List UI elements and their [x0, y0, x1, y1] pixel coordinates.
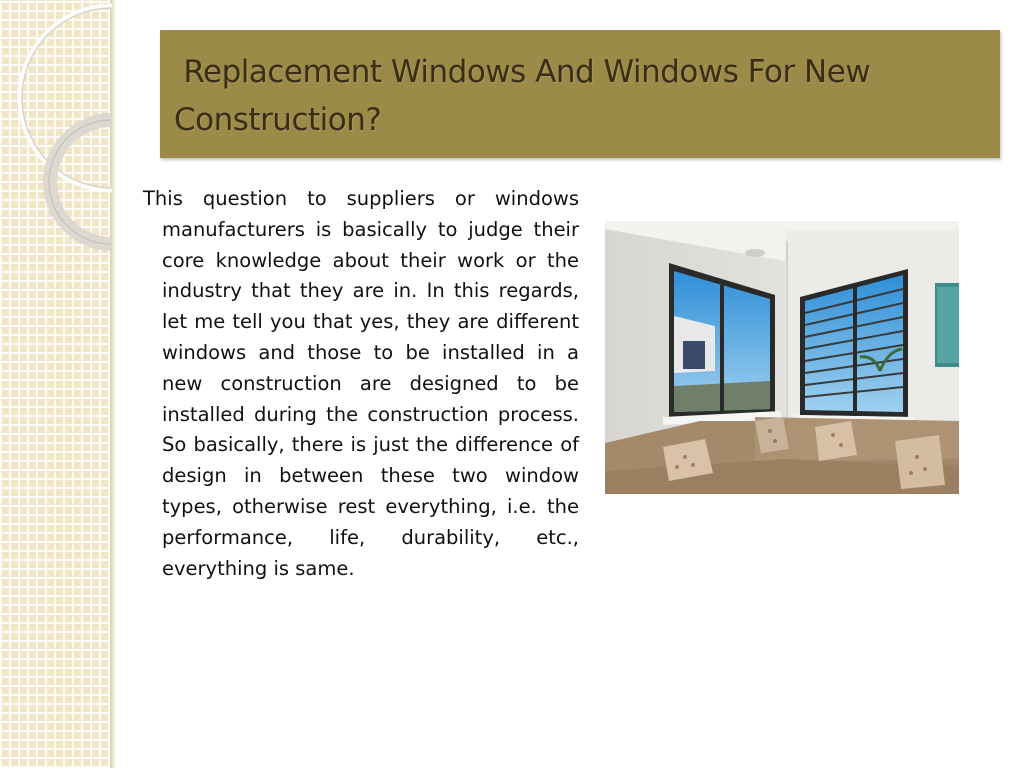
decorative-circles [0, 0, 130, 260]
slide-title: Replacement Windows And Windows For New Construction? [174, 54, 880, 138]
title-banner [160, 30, 1000, 158]
living-room-photo [605, 221, 959, 494]
body-paragraph: This question to suppliers or windows manufacturers is basically to judge their core knowledge about their work or the industry that they are in. In this regards, let me tell you that yes, they are different windows and those to be installed in a new construction are designed to be installed during the construction process. So basically, there is just the difference of design in between these two window types, otherwise rest everything, i.e. the performance, life, durability, etc., everything is same. [143, 187, 579, 580]
